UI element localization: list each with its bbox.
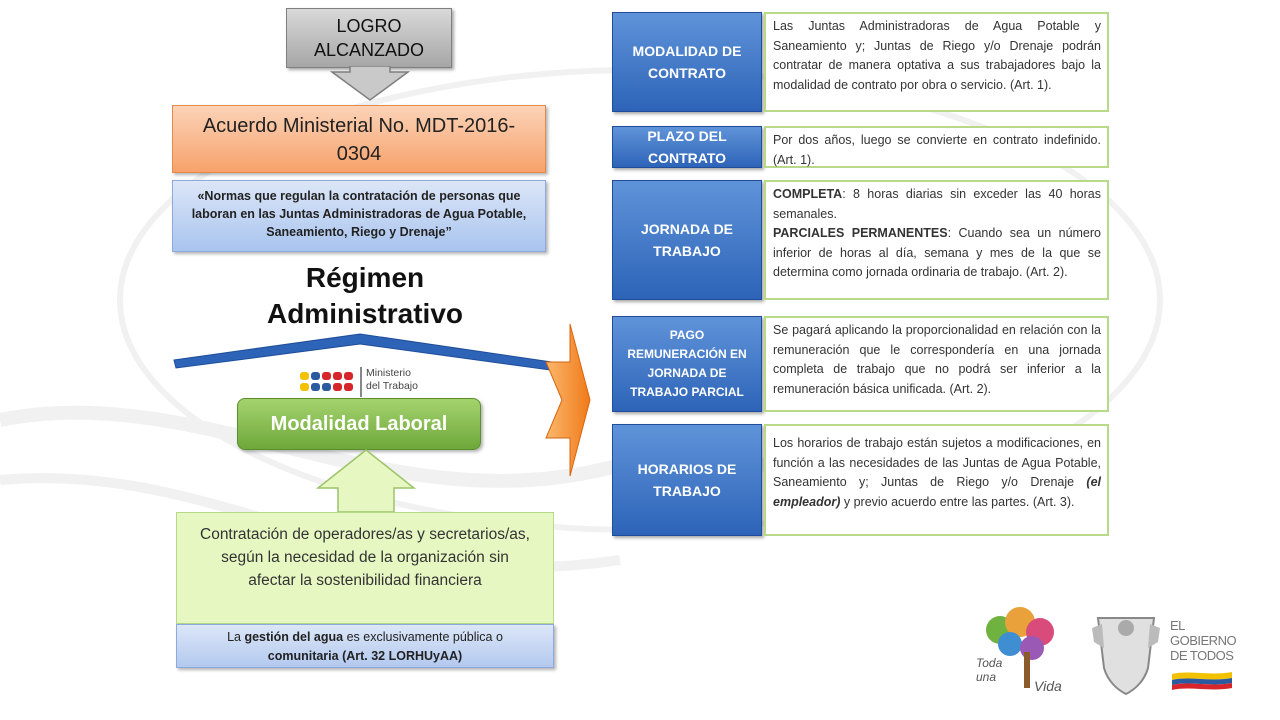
label-horarios-trabajo-text: HORARIOS DE TRABAJO bbox=[637, 461, 737, 499]
flag-stripes-icon bbox=[1170, 670, 1234, 690]
modalidad-laboral-box bbox=[237, 398, 481, 450]
desc-plazo-contrato-text: Por dos años, luego se convierte en contrato indefinido. (Art. 1). bbox=[773, 133, 1101, 167]
ecuador-coat-of-arms-icon bbox=[1088, 608, 1164, 698]
logro-alcanzado-box bbox=[286, 8, 452, 68]
gestion-bold2: comunitaria (Art. 32 LORHUyAA) bbox=[267, 649, 463, 663]
gobierno-line1: EL bbox=[1170, 618, 1185, 633]
label-modalidad-contrato bbox=[612, 12, 762, 112]
regimen-line2: Administrativo bbox=[266, 298, 464, 329]
gestion-agua-box bbox=[176, 624, 554, 668]
acuerdo-line1: Acuerdo Ministerial No. MDT-2016- bbox=[202, 115, 516, 137]
label-jornada-trabajo-text: JORNADA DE TRABAJO bbox=[640, 221, 734, 259]
desc-horarios-trabajo bbox=[764, 424, 1109, 536]
ministerio-line2: del Trabajo bbox=[366, 380, 418, 392]
ministerio-trabajo-logo bbox=[294, 361, 432, 403]
contratacion-text: Contratación de operadores/as y secretarios/as, según la necesidad de la organización sin afectar la sostenibilidad financiera bbox=[200, 526, 530, 589]
up-arrow bbox=[316, 448, 416, 514]
desc-plazo-contrato bbox=[764, 126, 1109, 168]
regimen-title bbox=[220, 260, 510, 332]
acuerdo-ministerial-box bbox=[172, 105, 546, 173]
label-plazo-contrato bbox=[612, 126, 762, 168]
label-plazo-contrato-text: PLAZO DEL CONTRATO bbox=[647, 128, 727, 166]
desc-pago-remuneracion bbox=[764, 316, 1109, 412]
desc-modalidad-contrato-text: Las Juntas Administradoras de Agua Potable y Saneamiento y; Juntas de Riego y/o Drenaje podrán contratar de manera optativa a sus trabajadores bajo la modalidad de contrato por obra o servicio. (Art. 1). bbox=[773, 19, 1101, 92]
gobierno-line3: DE TODOS bbox=[1170, 648, 1234, 663]
gestion-pre: La bbox=[227, 630, 245, 644]
ministerio-icon bbox=[298, 369, 362, 395]
horarios-pre: Los horarios de trabajo están sujetos a modificaciones, en función a las necesidades de las Juntas de Agua Potable, Saneamiento y; Juntas de Riego y/o Drenaje bbox=[773, 436, 1101, 489]
right-chevron-arrow bbox=[542, 322, 592, 478]
gestion-bold1: gestión del agua bbox=[244, 630, 344, 644]
jornada-parciales-text: : Cuando sea un número inferior de horas al día, semana y mes de la que se determina como jornada ordinaria de trabajo. (Art. 2). bbox=[773, 226, 1101, 279]
acuerdo-line2: 0304 bbox=[336, 143, 382, 165]
label-horarios-trabajo bbox=[612, 424, 762, 536]
jornada-parciales-label: PARCIALES PERMANENTES bbox=[773, 226, 948, 240]
modalidad-laboral-label: Modalidad Laboral bbox=[270, 413, 448, 435]
desc-pago-remuneracion-text: Se pagará aplicando la proporcionalidad en relación con la remuneración que le correspondería en una jornada completa de trabajo que no podrá ser inferior a la remuneración básica unificada. (Art. 2). bbox=[773, 323, 1101, 396]
ministerio-line1: Ministerio bbox=[366, 367, 411, 379]
logro-line2: ALCANZADO bbox=[313, 40, 425, 60]
down-arrow bbox=[330, 66, 410, 102]
label-pago-remuneracion-text: PAGO REMUNERACIÓN EN JORNADA DE TRABAJO PARCIAL bbox=[627, 328, 747, 399]
logro-line1: LOGRO bbox=[336, 16, 402, 36]
normas-box bbox=[172, 180, 546, 252]
horarios-empleador: (el empleador) bbox=[773, 475, 1101, 509]
gobierno-line2: GOBIERNO bbox=[1170, 633, 1237, 648]
regimen-line1: Régimen bbox=[305, 262, 425, 293]
contratacion-box bbox=[176, 512, 554, 624]
jornada-completa-text: : 8 horas diarias sin exceder las 40 horas semanales. bbox=[773, 187, 1101, 221]
gobierno-logos bbox=[970, 600, 1240, 700]
normas-text: «Normas que regulan la contratación de personas que laboran en las Juntas Administradoras de Agua Potable, Saneamiento, Riego y Drenaje” bbox=[191, 189, 527, 239]
gestion-mid: es exclusivamente pública o bbox=[343, 630, 503, 644]
toda-text: Toda bbox=[976, 656, 1003, 670]
label-jornada-trabajo bbox=[612, 180, 762, 300]
desc-modalidad-contrato bbox=[764, 12, 1109, 112]
horarios-post: y previo acuerdo entre las partes. (Art. 3). bbox=[840, 494, 1075, 509]
una-text: una bbox=[976, 670, 997, 684]
jornada-completa-label: COMPLETA bbox=[773, 187, 843, 201]
label-pago-remuneracion bbox=[612, 316, 762, 412]
vida-text: Vida bbox=[1034, 678, 1062, 694]
label-modalidad-contrato-text: MODALIDAD DE CONTRATO bbox=[632, 43, 742, 81]
desc-jornada-trabajo bbox=[764, 180, 1109, 300]
